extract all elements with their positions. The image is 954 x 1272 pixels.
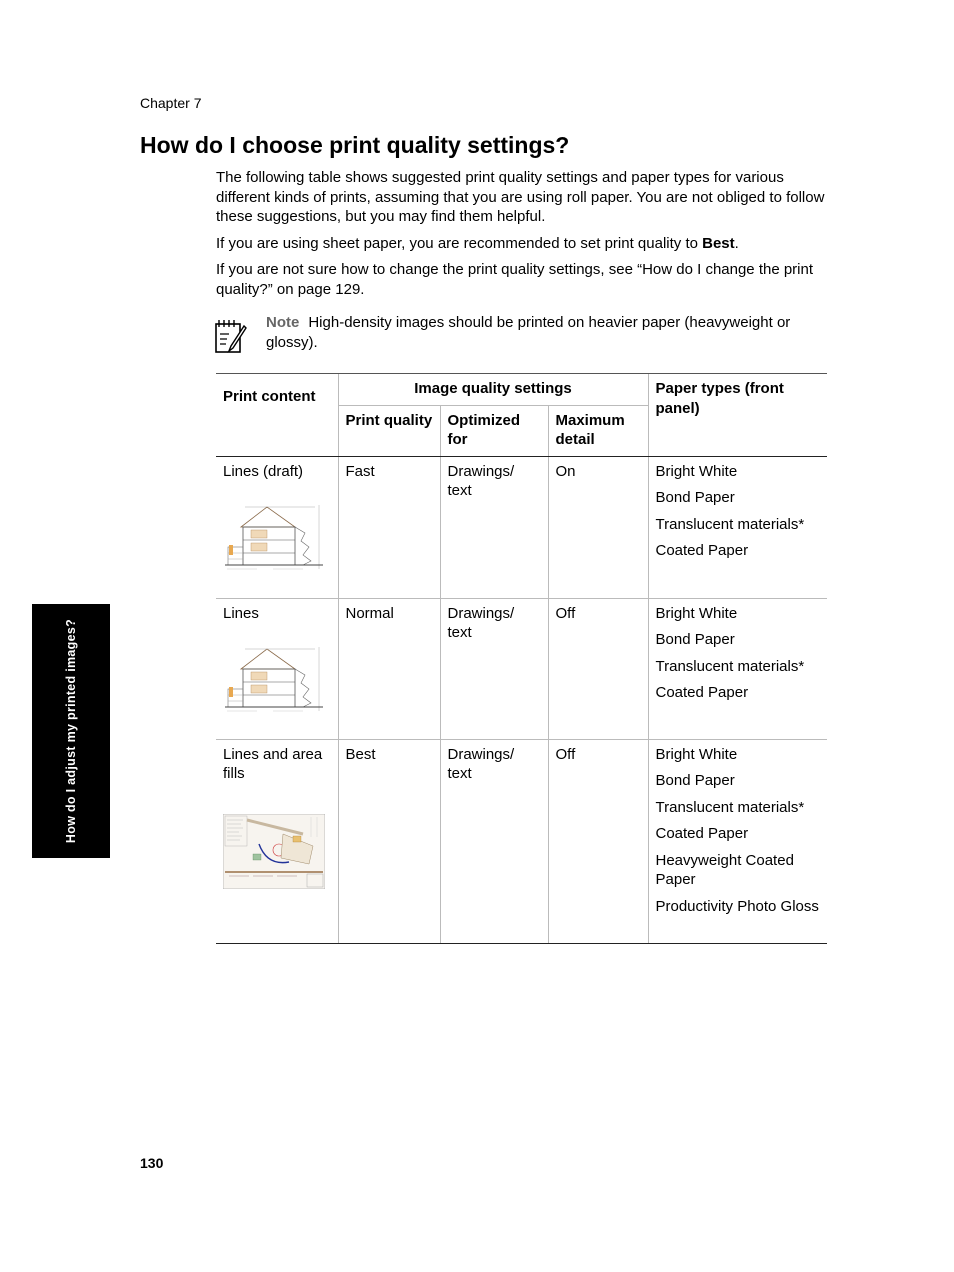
side-tab-label: How do I adjust my printed images? [64,618,78,844]
cell-print-content [216,456,338,598]
table-row [216,598,827,739]
paper-type-item: Translucent materials* [655,798,805,816]
header-optimized-for: Optimized for [440,405,548,456]
best-emphasis: Best [702,235,735,252]
print-content-label: Lines [223,604,259,622]
chapter-side-tab [32,604,110,858]
cell-maximum-detail: On [548,456,648,598]
chapter-label: Chapter 7 [140,95,202,111]
paper-type-item: Coated Paper [655,684,749,701]
paper-type-item: Heavyweight Coated Paper [655,851,794,888]
paper-type-item: Bright White [655,604,738,622]
paper-type-item: Translucent materials* [655,657,805,675]
header-print-quality: Print quality [338,405,440,456]
header-print-content: Print content [216,374,338,457]
page-title: How do I choose print quality settings? [140,132,570,158]
print-quality-table [216,373,827,944]
architectural-section-thumbnail [223,499,325,574]
cell-print-quality: Best [338,739,440,943]
site-plan-thumbnail [223,814,325,889]
table-row [216,456,827,598]
note-label: Note [266,314,300,331]
paper-type-item: Bond Paper [655,631,735,648]
paper-type-item: Coated Paper [655,825,749,842]
paper-type-item: Translucent materials* [655,515,805,533]
cell-print-content [216,739,338,943]
cell-maximum-detail: Off [548,598,648,739]
header-paper-types: Paper types (front panel) [648,374,827,457]
sheet-paper-paragraph [216,234,826,254]
paper-type-item: Bond Paper [655,772,735,789]
paper-type-item: Bright White [655,745,738,763]
cell-print-quality: Normal [338,598,440,739]
note-pad-pencil-icon [214,318,250,356]
sheet-paper-period: . [734,235,739,252]
sheet-paper-text: If you are using sheet paper, you are recommended to set print quality to [216,235,703,252]
print-content-label: Lines (draft) [223,462,304,480]
header-image-quality-settings: Image quality settings [338,374,648,406]
note-box [266,313,826,352]
page-number: 130 [140,1155,164,1171]
cell-paper-types [648,739,827,943]
table-row [216,739,827,943]
see-also-paragraph: If you are not sure how to change the print quality settings, see “How do I change the print quality?” on page 129. [216,261,814,298]
cell-paper-types [648,456,827,598]
cell-print-content [216,598,338,739]
cell-maximum-detail: Off [548,739,648,943]
cell-print-quality: Fast [338,456,440,598]
print-content-label: Lines and area fills [223,745,323,782]
cell-paper-types [648,598,827,739]
architectural-section-thumbnail [223,641,325,716]
note-text: High-density images should be printed on heavier paper (heavyweight or glossy). [266,314,791,351]
cell-optimized-for: Drawings/ text [440,598,548,739]
paper-type-item: Bright White [655,462,738,480]
paper-type-item: Bond Paper [655,489,735,506]
header-maximum-detail: Maximum detail [548,405,648,456]
cell-optimized-for: Drawings/ text [440,739,548,943]
intro-paragraph: The following table shows suggested print quality settings and paper types for various different kinds of prints, assuming that you are using roll paper. You are not obliged to follow these suggestions, but you may find them helpful. [216,169,825,225]
paper-type-item: Coated Paper [655,542,749,559]
paper-type-item: Productivity Photo Gloss [655,897,819,915]
cell-optimized-for: Drawings/ text [440,456,548,598]
